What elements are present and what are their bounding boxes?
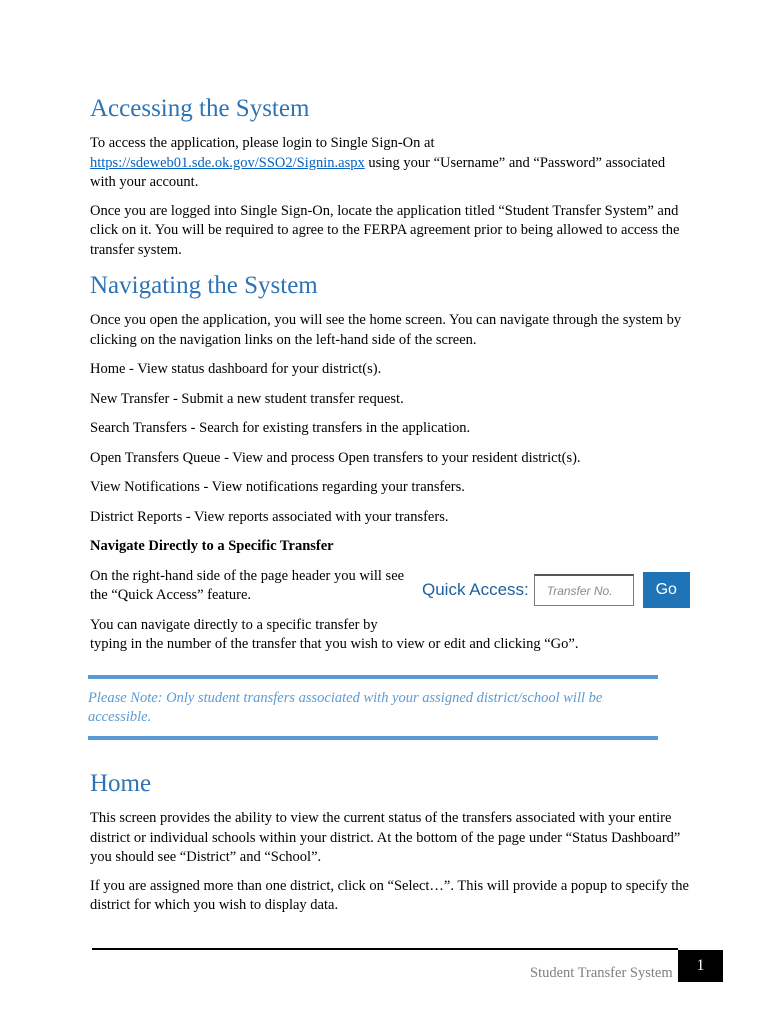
nav-item-home: Home - View status dashboard for your district(s).: [90, 361, 382, 377]
nav-item-open-transfers-queue: Open Transfers Queue - View and process Open transfers to your resident district(s).: [90, 449, 581, 466]
login-paragraph: Once you are logged into Single Sign-On, locate the application titled “Student Transfer System” and click on it. You will be required to agree to the FERPA agreement prior to being allowed to access the transfer system.: [90, 202, 680, 258]
heading-navigating-system: Navigating the System: [90, 272, 318, 299]
navigation-intro: Once you open the application, you will see the home screen. You can navigate through the system by clicking on the navigation links on the left-hand side of the screen.: [90, 312, 682, 348]
quick-access-paragraph: On the right-hand side of the page header you will see the “Quick Access” feature.: [90, 567, 405, 603]
direct-navigation-line2: typing in the number of the transfer that you wish to view or edit and clicking “Go”.: [90, 636, 579, 652]
note-text: Please Note: Only student transfers associated with your assigned district/school will be accessible.: [88, 690, 603, 725]
access-credentials-text: using your “Username” and “Password” associated with your account.: [90, 154, 666, 190]
home-paragraph-2: If you are assigned more than one district, click on “Select…”. This will provide a popup to specify the district for which you wish to display data.: [90, 877, 689, 913]
sso-link[interactable]: https://sdeweb01.sde.ok.gov/SSO2/Signin.aspx: [90, 154, 365, 171]
nav-item-view-notifications: View Notifications - View notifications regarding your transfers.: [90, 479, 465, 495]
quick-access-label: Quick Access:: [422, 580, 529, 600]
quick-access-widget: [422, 572, 698, 608]
nav-item-search-transfers: Search Transfers - Search for existing transfers in the application.: [90, 420, 471, 436]
note-top-border: [88, 675, 658, 679]
access-intro-text: To access the application, please login to Single Sign-On at: [90, 135, 435, 151]
transfer-number-input[interactable]: Transfer No.: [534, 574, 634, 606]
direct-navigation-line1: You can navigate directly to a specific transfer by: [90, 616, 378, 633]
home-section: [90, 768, 690, 916]
note-bottom-border: [88, 736, 658, 740]
footer-title: Student Transfer System: [530, 965, 673, 981]
go-button[interactable]: Go: [643, 572, 690, 608]
heading-home: Home: [90, 770, 152, 797]
footer-divider: [92, 948, 678, 950]
access-paragraph: [90, 134, 690, 193]
direct-navigation-paragraph: [90, 616, 690, 655]
nav-item-district-reports: District Reports - View reports associated with your transfers.: [90, 508, 449, 525]
page-number: 1: [678, 950, 723, 982]
nav-item-new-transfer: New Transfer - Submit a new student transfer request.: [90, 390, 404, 407]
document-body: [90, 93, 690, 655]
home-paragraph-1: This screen provides the ability to view the current status of the transfers associated with your entire district or individual schools within your district. At the bottom of the page under “Status Dashboard” you should see “District” and “School”.: [90, 810, 681, 865]
heading-accessing-system: Accessing the System: [90, 95, 310, 122]
subheading-navigate-directly: Navigate Directly to a Specific Transfer: [90, 538, 334, 554]
